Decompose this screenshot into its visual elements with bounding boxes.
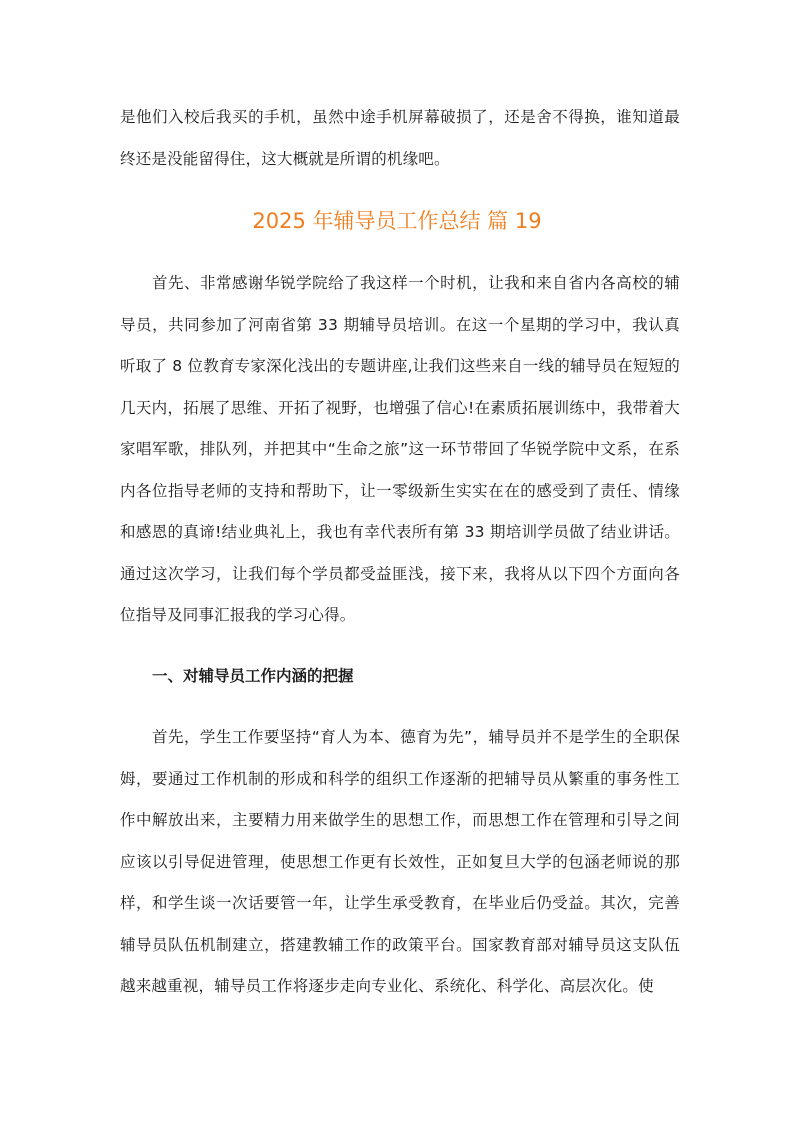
body-paragraph: 首先，学生工作要坚持“育人为本、德育为先”，辅导员并不是学生的全职保姆，要通过工作机制的形成和科学的组织工作逐渐的把辅导员从繁重的事务性工作中解放出来，主要精力用来做学生的思想工作，而思想工作在管理和引导之间应该以引导促进管理，使思想工作更有长效性，正如复旦大学的包涵老师说的那样，和学生谈一次话要管一年，让学生承受教育，在毕业后仍受益。其次，完善辅导员队伍机制建立，搭建教辅工作的政策平台。国家教育部对辅导员这支队伍越来越重视，辅导员工作将逐步走向专业化、系统化、科学化、高层次化。使 (120, 728, 680, 995)
continuation-paragraph: 是他们入校后我买的手机，虽然中途手机屏幕破损了，还是舍不得换，谁知道最终还是没能留得住，这大概就是所谓的机缘吧。 (120, 108, 680, 168)
subheading: 一、对辅导员工作内涵的把握 (152, 667, 354, 685)
section-title: 2025 年辅导员工作总结 篇 19 (252, 209, 542, 233)
intro-paragraph: 首先、非常感谢华锐学院给了我这样一个时机，让我和来自省内各高校的辅导员，共同参加了河南省第 33 期辅导员培训。在这一个星期的学习中，我认真听取了 8 位教育专家深化浅出的专题讲座,让我们这些来自一线的辅导员在短短的几天内，拓展了思维、开拓了视野，也增强了信心!在素质拓展训练中，我带着大家唱军歌，排队列，并把其中“生命之旅”这一环节带回了华锐学院中文系，在系内各位指导老师的支持和帮助下，让一零级新生实实在在的感受到了责任、情缘和感恩的真谛!结业典礼上，我也有幸代表所有第 33 期培训学员做了结业讲话。通过这次学习，让我们每个学员都受益匪浅，接下来，我将从以下四个方面向各位指导及同事汇报我的学习心得。 (120, 274, 680, 624)
